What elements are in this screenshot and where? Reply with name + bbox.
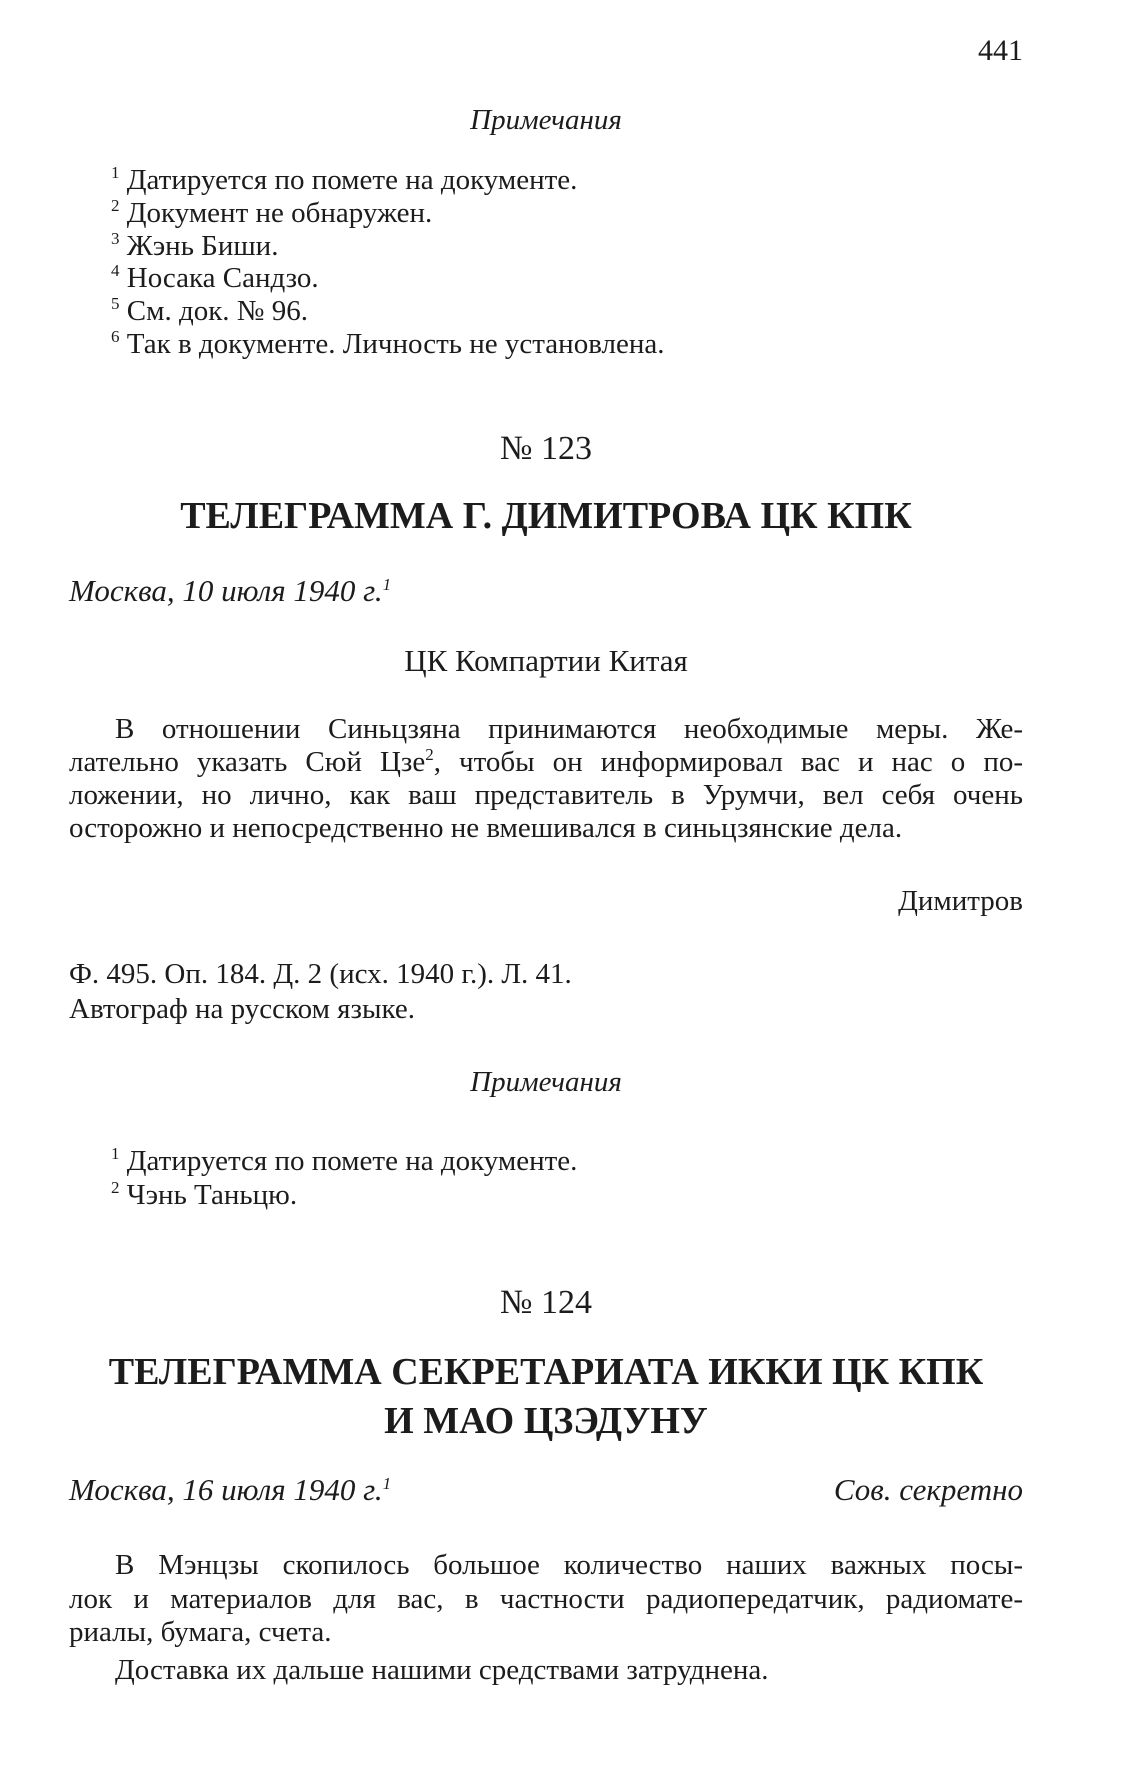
note-item xyxy=(111,328,665,361)
note-number: 4 xyxy=(111,261,120,280)
note-text: Датируется по помете на документе. xyxy=(126,164,578,196)
note-item xyxy=(111,1179,297,1212)
place-date-text: Москва, 16 июля 1940 г. xyxy=(69,1472,383,1507)
paragraph-line: В отношении Синьцзяна принимаются необходимые меры. Же- xyxy=(115,713,1023,745)
signature: Димитров xyxy=(898,885,1023,917)
note-number: 3 xyxy=(111,229,120,248)
note-item xyxy=(111,262,319,295)
addressee: ЦК Компартии Китая xyxy=(404,643,688,678)
paragraph-line: осторожно и непосредственно не вмешивался в синьцзянские дела. xyxy=(69,812,903,844)
paragraph-line: лок и материалов для вас, в частности радиопередатчик, радиомате- xyxy=(69,1583,1023,1615)
note-text: Датируется по помете на документе. xyxy=(126,1145,578,1177)
document-title: И МАО ЦЗЭДУНУ xyxy=(384,1400,708,1442)
note-item xyxy=(111,295,308,328)
note-number: 6 xyxy=(111,327,120,346)
document-title: ТЕЛЕГРАММА Г. ДИМИТРОВА ЦК КПК xyxy=(180,495,912,537)
note-number: 1 xyxy=(111,1144,120,1163)
text: лательно указать Сюй Цзе xyxy=(69,746,426,778)
document-title: ТЕЛЕГРАММА СЕКРЕТАРИАТА ИККИ ЦК КПК xyxy=(108,1351,984,1393)
note-item xyxy=(111,164,577,197)
page-number: 441 xyxy=(978,34,1023,67)
note-item xyxy=(111,197,432,230)
note-text: Носака Сандзо. xyxy=(126,262,319,294)
note-number: 5 xyxy=(111,294,120,313)
archive-note: Автограф на русском языке. xyxy=(69,993,415,1025)
document-number: № 123 xyxy=(500,430,592,467)
footnote-ref: 1 xyxy=(382,575,392,594)
paragraph-line xyxy=(69,746,1023,779)
note-text: Так в документе. Личность не установлена. xyxy=(126,328,665,360)
note-text: Документ не обнаружен. xyxy=(126,197,433,229)
document-number: № 124 xyxy=(500,1284,592,1321)
note-text: Чэнь Таньцю. xyxy=(126,1179,298,1211)
note-number: 2 xyxy=(111,1178,120,1197)
notes-heading: Примечания xyxy=(470,104,622,136)
classification: Сов. секретно xyxy=(833,1472,1023,1507)
note-item xyxy=(111,230,278,263)
archive-reference: Ф. 495. Оп. 184. Д. 2 (исх. 1940 г.). Л. 41. xyxy=(69,958,572,990)
note-text: Жэнь Биши. xyxy=(126,230,279,262)
place-date xyxy=(69,574,391,607)
footnote-ref: 1 xyxy=(382,1474,392,1493)
note-number: 2 xyxy=(111,196,120,215)
paragraph-line: В Мэнцзы скопилось большое количество наших важных посы- xyxy=(115,1549,1023,1581)
notes-heading: Примечания xyxy=(470,1066,622,1098)
paragraph-line: риалы, бумага, счета. xyxy=(69,1616,332,1648)
note-item xyxy=(111,1145,577,1178)
text: , чтобы он информировал вас и нас о по- xyxy=(433,746,1023,778)
paragraph-line: ложении, но лично, как ваш представитель в Урумчи, вел себя очень xyxy=(69,779,1023,811)
footnote-ref: 2 xyxy=(425,746,434,764)
paragraph-line: Доставка их дальше нашими средствами затруднена. xyxy=(115,1654,769,1686)
note-text: См. док. № 96. xyxy=(126,295,308,327)
place-date-text: Москва, 10 июля 1940 г. xyxy=(69,573,383,608)
note-number: 1 xyxy=(111,163,120,182)
